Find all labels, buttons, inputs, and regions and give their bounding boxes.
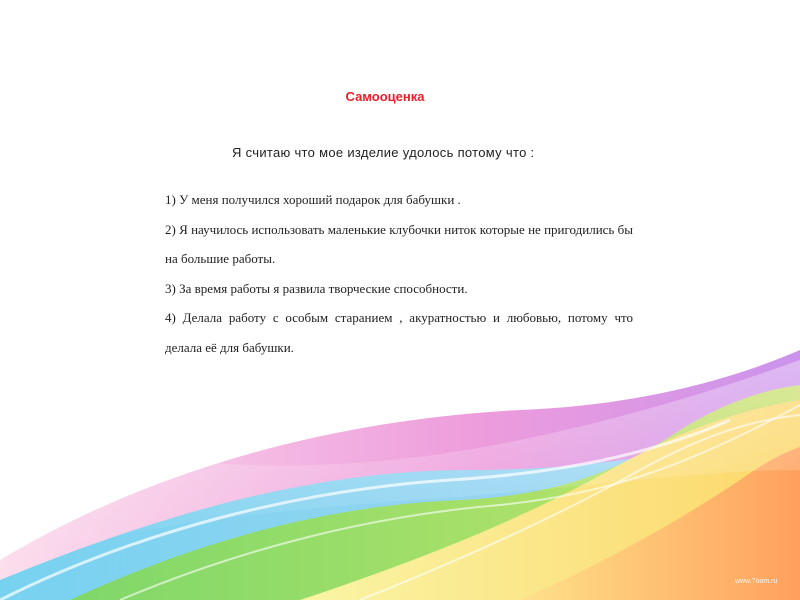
slide-title: Самооценка bbox=[345, 89, 425, 104]
items-list bbox=[165, 185, 633, 362]
list-item: 3) За время работы я развила творческие способности. bbox=[165, 280, 468, 296]
watermark: www.7oom.ru bbox=[735, 578, 778, 585]
list-item: 2) Я научилось использовать маленькие клубочки ниток которые не пригодились бы на большие работы. bbox=[165, 221, 633, 266]
intro-text: Я считаю что мое изделие удолось потому что : bbox=[232, 145, 535, 160]
list-item: 1) У меня получился хороший подарок для бабушки . bbox=[165, 192, 461, 207]
list-item: 4) Делала работу с особым старанием , акуратностью и любовью, потому что делала её для бабушки. bbox=[165, 310, 633, 355]
